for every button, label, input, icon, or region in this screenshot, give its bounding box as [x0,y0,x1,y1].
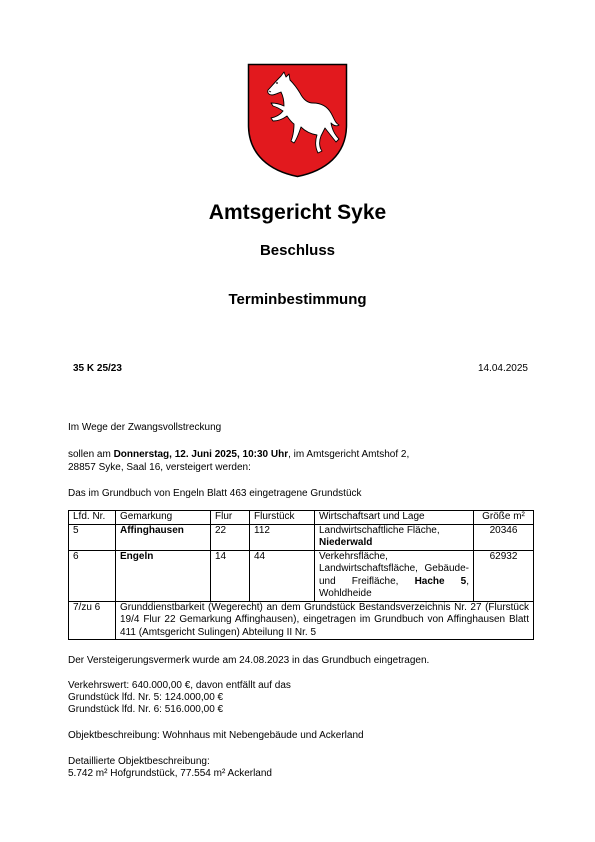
cell-nr: 5 [69,524,116,550]
case-number: 35 K 25/23 [73,363,122,374]
appointment-place: , im Amtsgericht Amtshof 2, [288,449,410,460]
lage-suffix: , Wohldheide [319,575,470,599]
appointment-line-2: 28857 Syke, Saal 16, versteigert werden: [68,462,251,473]
column-header: Gemarkung [116,511,211,525]
cell-wirtschaftsart [315,550,474,601]
cell-gemarkung: Engeln [116,550,211,601]
cell-groesse: 62932 [474,550,534,601]
column-header: Lfd. Nr. [69,511,116,525]
cell-flurstueck: 112 [250,524,315,550]
vermerk-text: Der Versteigerungsvermerk wurde am 24.08.2023 in das Grundbuch eingetragen. [68,655,430,666]
wirtschaftsart-text: Landwirtschaftliche Fläche, [319,524,440,536]
heading: Beschluss [259,242,336,259]
table-header-row [69,511,534,525]
lower-saxony-horse-crest-icon [247,63,348,178]
appointment-prefix: sollen am [68,449,114,460]
objekt-beschreibung: Objektbeschreibung: Wohnhaus mit Nebengebäude und Ackerland [68,730,364,741]
column-header: Größe m² [474,511,534,525]
property-table [68,510,534,640]
cell-wirtschaftsart [315,524,474,550]
column-header: Flur [211,511,250,525]
cell-nr: 7/zu 6 [69,601,116,640]
verkehrswert-line-1: Verkehrswert: 640.000,00 €, davon entfällt auf das [68,680,291,691]
table-row [69,550,534,601]
cell-flurstueck: 44 [250,550,315,601]
subheading: Terminbestimmung [228,291,367,308]
appointment-date: Donnerstag, 12. Juni 2025, 10:30 Uhr [113,449,289,460]
detail-text: 5.742 m² Hofgrundstück, 77.554 m² Ackerland [68,768,272,779]
cell-flur: 22 [211,524,250,550]
lage-text: Hache 5 [414,575,467,587]
cell-nr: 6 [69,550,116,601]
column-header: Flurstück [250,511,315,525]
table-row [69,524,534,550]
document-date: 14.04.2025 [477,363,528,374]
verkehrswert-line-2: Grundstück lfd. Nr. 5: 124.000,00 € [68,692,224,703]
lage-text: Niederwald [319,537,373,548]
detail-label: Detaillierte Objektbeschreibung: [68,756,210,767]
appointment-line-1 [68,448,409,461]
court-title: Amtsgericht Syke [208,201,387,224]
column-header: Wirtschaftsart und Lage [315,511,474,525]
verkehrswert-line-3: Grundstück lfd. Nr. 6: 516.000,00 € [68,704,224,715]
cell-gemarkung: Affinghausen [116,524,211,550]
cell-servitude: Grunddienstbarkeit (Wegerecht) an dem Grundstück Bestandsverzeichnis Nr. 27 (Flurstück 19/4 Flur 22 Gemarkung Affinghausen), eingetragen im Grundbuch von Affinghausen Blatt 411 (Amtsgericht Sulingen) Abteilung II Nr. 5 [116,601,534,640]
table-row [69,601,534,640]
property-intro: Das im Grundbuch von Engeln Blatt 463 eingetragene Grundstück [68,488,362,499]
intro-text: Im Wege der Zwangsvollstreckung [68,422,222,433]
cell-flur: 14 [211,550,250,601]
cell-groesse: 20346 [474,524,534,550]
wirtschaftsart-text: Verkehrsfläche, Landwirtschaftsfläche, Gebäude- und Freifläche, [319,550,469,587]
